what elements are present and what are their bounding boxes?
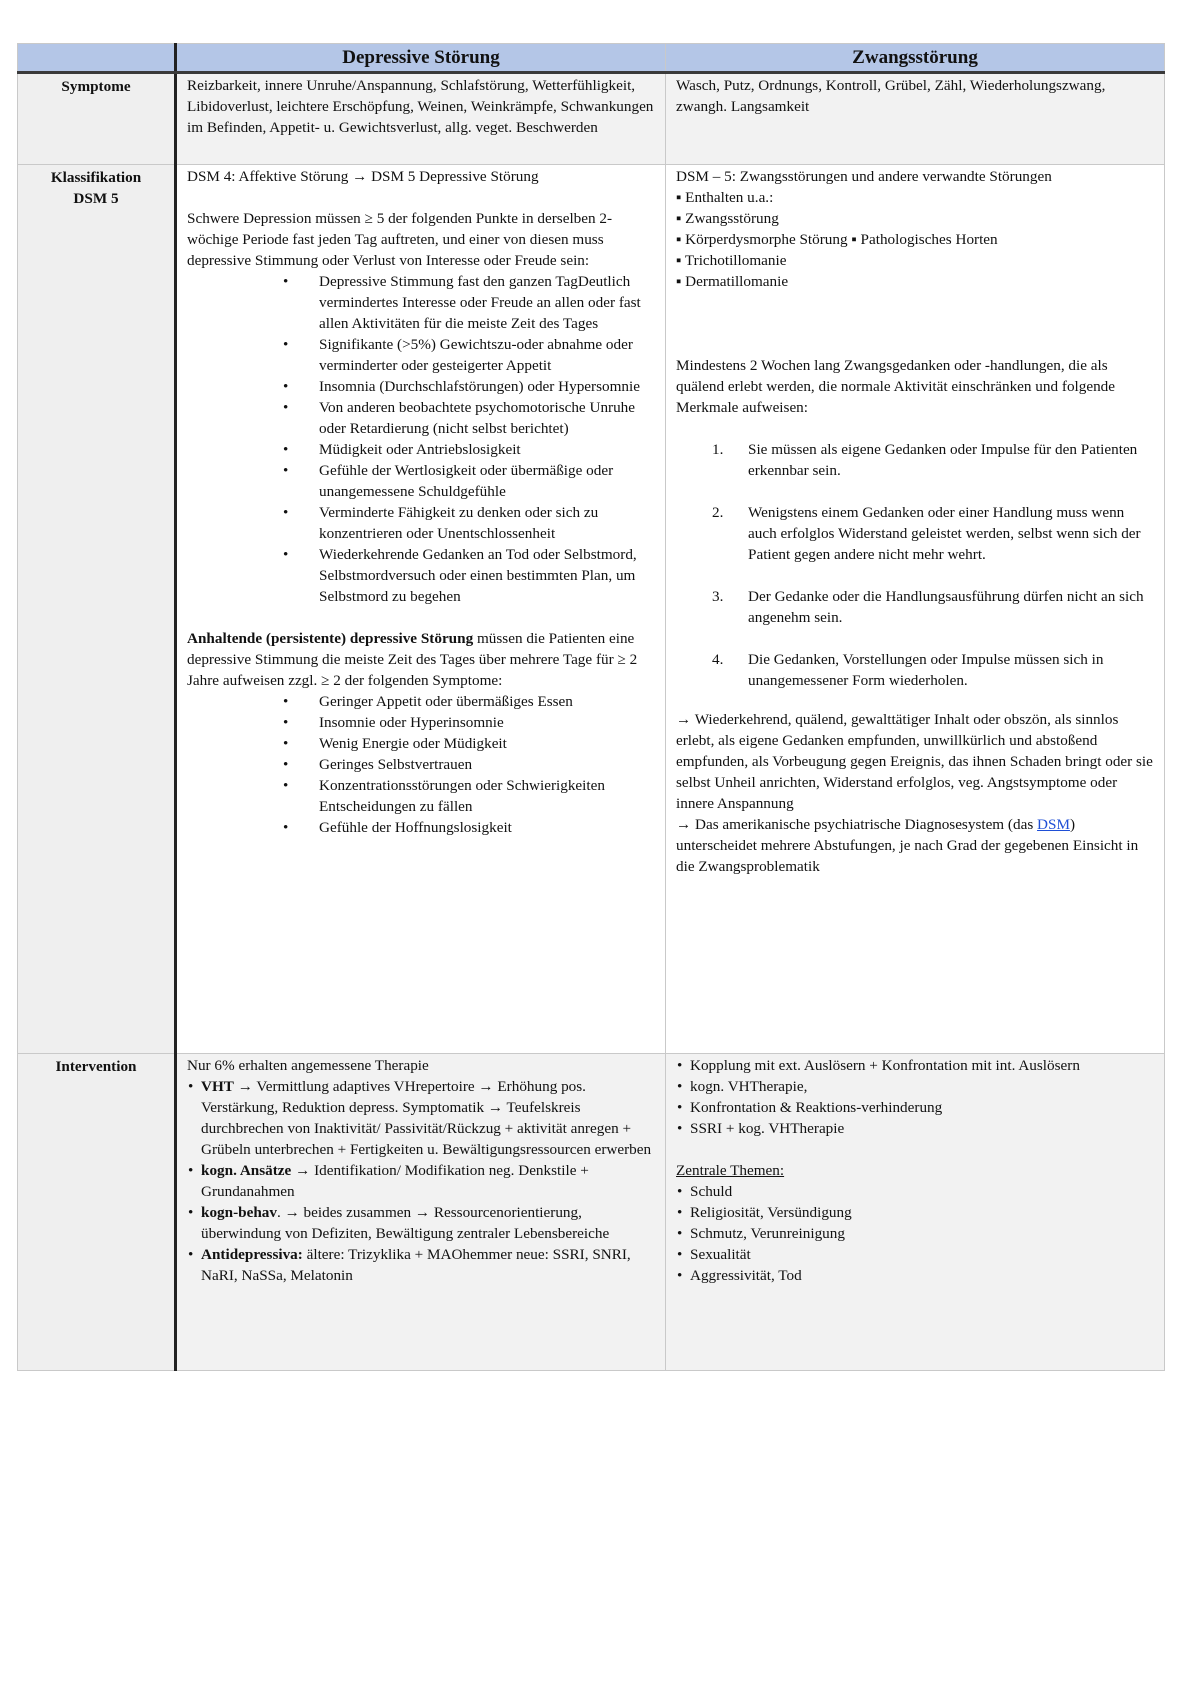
header-empty-cell bbox=[18, 44, 176, 73]
list-item: • Wiederkehrende Gedanken an Tod oder Selbstmord, Selbstmordversuch oder einen bestimmten Plan, um Selbstmord zu begehen bbox=[319, 544, 655, 607]
list-item: • Gefühle der Hoffnungslosigkeit bbox=[319, 817, 655, 838]
item-text: . → beides zusammen → Ressourcenorientierung, überwindung von Defiziten, Bewältigung zentraler Lebensbereiche bbox=[201, 1204, 610, 1242]
list-item: • Signifikante (>5%) Gewichtszu-oder abnahme oder verminderter oder gesteigerter Appetit bbox=[319, 334, 655, 376]
list-item: • Schmutz, Verunreinigung bbox=[690, 1223, 1154, 1244]
cell-klassifikation-zwang bbox=[666, 165, 1165, 1054]
comparison-table-page bbox=[17, 43, 1164, 1371]
list-item: • Geringes Selbstvertrauen bbox=[319, 754, 655, 775]
dep-persistent-text: müssen die Patienten eine depressive Stimmung die meiste Zeit des Tages über mehrere Tage für ≥ 2 Jahre aufweisen zzgl. ≥ 2 der folgenden Symptome: bbox=[187, 630, 638, 689]
zw-themes-title: Zentrale Themen: bbox=[676, 1162, 785, 1179]
list-item: • SSRI + kog. VHTherapie bbox=[690, 1118, 1154, 1139]
item-heading: kogn. Ansätze bbox=[201, 1162, 292, 1179]
list-item: • Depressive Stimmung fast den ganzen TagDeutlich vermindertes Interesse oder Freude an allen oder fast allen Aktivitäten für die meiste Zeit des Tages bbox=[319, 271, 655, 334]
zw-criteria-list bbox=[676, 439, 1154, 691]
row-label-symptome: Symptome bbox=[18, 73, 176, 165]
list-item: • Sexualität bbox=[690, 1244, 1154, 1265]
list-item bbox=[712, 649, 1154, 691]
dep-intro: Schwere Depression müssen ≥ 5 der folgenden Punkte in derselben 2-wöchige Periode fast jeden Tag auftreten, und einer von diesen muss depressive Stimmung oder Verlust von Interesse oder Freude sein: bbox=[187, 210, 613, 269]
list-text: Der Gedanke oder die Handlungsausführung dürfen nicht an sich angenehm sein. bbox=[748, 588, 1144, 626]
dep-intervention-list bbox=[187, 1076, 655, 1286]
list-item: • Konzentrationsstörungen oder Schwierigkeiten Entscheidungen zu fällen bbox=[319, 775, 655, 817]
list-text: Die Gedanken, Vorstellungen oder Impulse müssen sich in unangemessener Form wiederholen. bbox=[748, 651, 1104, 689]
list-item: • Aggressivität, Tod bbox=[690, 1265, 1154, 1286]
list-item bbox=[712, 502, 1154, 565]
cell-symptome-zwang: Wasch, Putz, Ordnungs, Kontroll, Grübel, Zähl, Wiederholungszwang, zwangh. Langsamkeit bbox=[666, 73, 1165, 165]
cell-intervention-depressive bbox=[176, 1054, 666, 1371]
list-text: Wenigstens einem Gedanken oder einer Handlung muss wenn auch erfolglos Widerstand geleistet werden, selbst wenn sich der Patient gegen andere nicht mehr wehrt. bbox=[748, 504, 1141, 563]
header-depressive: Depressive Störung bbox=[176, 44, 666, 73]
zw-line: DSM – 5: Zwangsstörungen und andere verwandte Störungen bbox=[676, 168, 1052, 185]
dep-persistent-heading: Anhaltende (persistente) depressive Störung bbox=[187, 630, 474, 647]
zw-intro: Mindestens 2 Wochen lang Zwangsgedanken oder -handlungen, die als quälend erlebt werden, die normale Aktivität einschränken und folgende Merkmale aufweisen: bbox=[676, 357, 1116, 416]
dsm-link[interactable]: DSM bbox=[1037, 816, 1070, 833]
zw-line: ▪ Enthalten u.a.: bbox=[676, 189, 774, 206]
cell-klassifikation-depressive bbox=[176, 165, 666, 1054]
item-text: ältere: Trizyklika + MAOhemmer neue: SSRI, SNRI, NaRI, NaSSa, Melatonin bbox=[201, 1246, 631, 1284]
dep-criteria-list bbox=[187, 271, 655, 607]
zw-note-2-text: ) unterscheidet mehrere Abstufungen, je nach Grad der gegebenen Einsicht in die Zwangsproblematik bbox=[676, 816, 1139, 875]
list-item: • Gefühle der Wertlosigkeit oder übermäßige oder unangemessene Schuldgefühle bbox=[319, 460, 655, 502]
list-item: • Kopplung mit ext. Auslösern + Konfrontation mit int. Auslösern bbox=[690, 1055, 1154, 1076]
list-item: • Religiosität, Versündigung bbox=[690, 1202, 1154, 1223]
zw-line: ▪ Dermatillomanie bbox=[676, 273, 789, 290]
comparison-table bbox=[17, 43, 1165, 1371]
list-number: 1. bbox=[712, 441, 724, 458]
list-item: • Verminderte Fähigkeit zu denken oder sich zu konzentrieren oder Unentschlossenheit bbox=[319, 502, 655, 544]
list-item: • Schuld bbox=[690, 1181, 1154, 1202]
header-zwang: Zwangsstörung bbox=[666, 44, 1165, 73]
dep-title: DSM 4: Affektive Störung → DSM 5 Depressive Störung bbox=[187, 168, 539, 185]
list-item bbox=[712, 586, 1154, 628]
list-text: Sie müssen als eigene Gedanken oder Impulse für den Patienten erkennbar sein. bbox=[748, 441, 1138, 479]
row-symptome bbox=[18, 73, 1165, 165]
dep-intervention-intro: Nur 6% erhalten angemessene Therapie bbox=[187, 1057, 429, 1074]
list-item bbox=[712, 439, 1154, 481]
list-item bbox=[201, 1202, 655, 1244]
list-item bbox=[201, 1244, 655, 1286]
cell-intervention-zwang bbox=[666, 1054, 1165, 1371]
zw-note-2-text: → Das amerikanische psychiatrische Diagnosesystem (das bbox=[676, 816, 1038, 833]
list-item bbox=[201, 1160, 655, 1202]
zw-intervention-list bbox=[676, 1055, 1154, 1139]
zw-note-2 bbox=[676, 814, 1154, 877]
list-item: • kogn. VHTherapie, bbox=[690, 1076, 1154, 1097]
item-heading: Antidepressiva: bbox=[201, 1246, 303, 1263]
zw-note-1: → Wiederkehrend, quälend, gewalttätiger Inhalt oder obszön, als sinnlos erlebt, als eigene Gedanken empfunden, unwillkürlich und abstoßend empfunden, als Vorbeugung gegen Ereignis, das ihnen Schaden bringt oder sie selbst Unheil anrichten, Widerstand erfolglos, veg. Angstsymptome oder innere Anspannung bbox=[676, 711, 1153, 812]
label-line: DSM 5 bbox=[73, 190, 119, 207]
label-line: Klassifikation bbox=[50, 169, 142, 186]
cell-symptome-depressive: Reizbarkeit, innere Unruhe/Anspannung, Schlafstörung, Wetterfühligkeit, Libidoverlust, leichtere Erschöpfung, Weinen, Weinkrämpfe, Schwankungen im Befinden, Appetit- u. Gewichtsverlust, allg. veget. Beschwerden bbox=[176, 73, 666, 165]
list-item: • Insomnie oder Hyperinsomnie bbox=[319, 712, 655, 733]
list-item: • Von anderen beobachtete psychomotorische Unruhe oder Retardierung (nicht selbst berichtet) bbox=[319, 397, 655, 439]
list-item: • Wenig Energie oder Müdigkeit bbox=[319, 733, 655, 754]
zw-line: ▪ Zwangsstörung bbox=[676, 210, 779, 227]
list-item: • Geringer Appetit oder übermäßiges Essen bbox=[319, 691, 655, 712]
row-klassifikation bbox=[18, 165, 1165, 1054]
item-text: → Vermittlung adaptives VHrepertoire → Erhöhung pos. Verstärkung, Reduktion depress. Symptomatik → Teufelskreis durchbrechen von Inaktivität/ Passivität/Rückzug + aktivität anregen + Grübeln unterbrechen + Fertigkeiten u. Bewältigungsressourcen erwerben bbox=[201, 1078, 652, 1158]
row-label-intervention: Intervention bbox=[18, 1054, 176, 1371]
header-row bbox=[18, 44, 1165, 73]
item-heading: kogn-behav bbox=[201, 1204, 277, 1221]
list-item: • Müdigkeit oder Antriebslosigkeit bbox=[319, 439, 655, 460]
row-label-klassifikation bbox=[18, 165, 176, 1054]
zw-themes-list bbox=[676, 1181, 1154, 1286]
zw-line: ▪ Körperdysmorphe Störung ▪ Pathologisches Horten bbox=[676, 231, 998, 248]
list-number: 4. bbox=[712, 651, 724, 668]
list-number: 3. bbox=[712, 588, 724, 605]
list-item: • Konfrontation & Reaktions-verhinderung bbox=[690, 1097, 1154, 1118]
item-text: → Identifikation/ Modifikation neg. Denkstile + Grundanahmen bbox=[201, 1162, 589, 1200]
dep-persistent-paragraph bbox=[187, 628, 655, 691]
list-number: 2. bbox=[712, 504, 724, 521]
item-heading: VHT bbox=[201, 1078, 234, 1095]
list-item: • Insomnia (Durchschlafstörungen) oder Hypersomnie bbox=[319, 376, 655, 397]
zw-line: ▪ Trichotillomanie bbox=[676, 252, 787, 269]
list-item bbox=[201, 1076, 655, 1160]
dep-persistent-list bbox=[187, 691, 655, 838]
row-intervention bbox=[18, 1054, 1165, 1371]
